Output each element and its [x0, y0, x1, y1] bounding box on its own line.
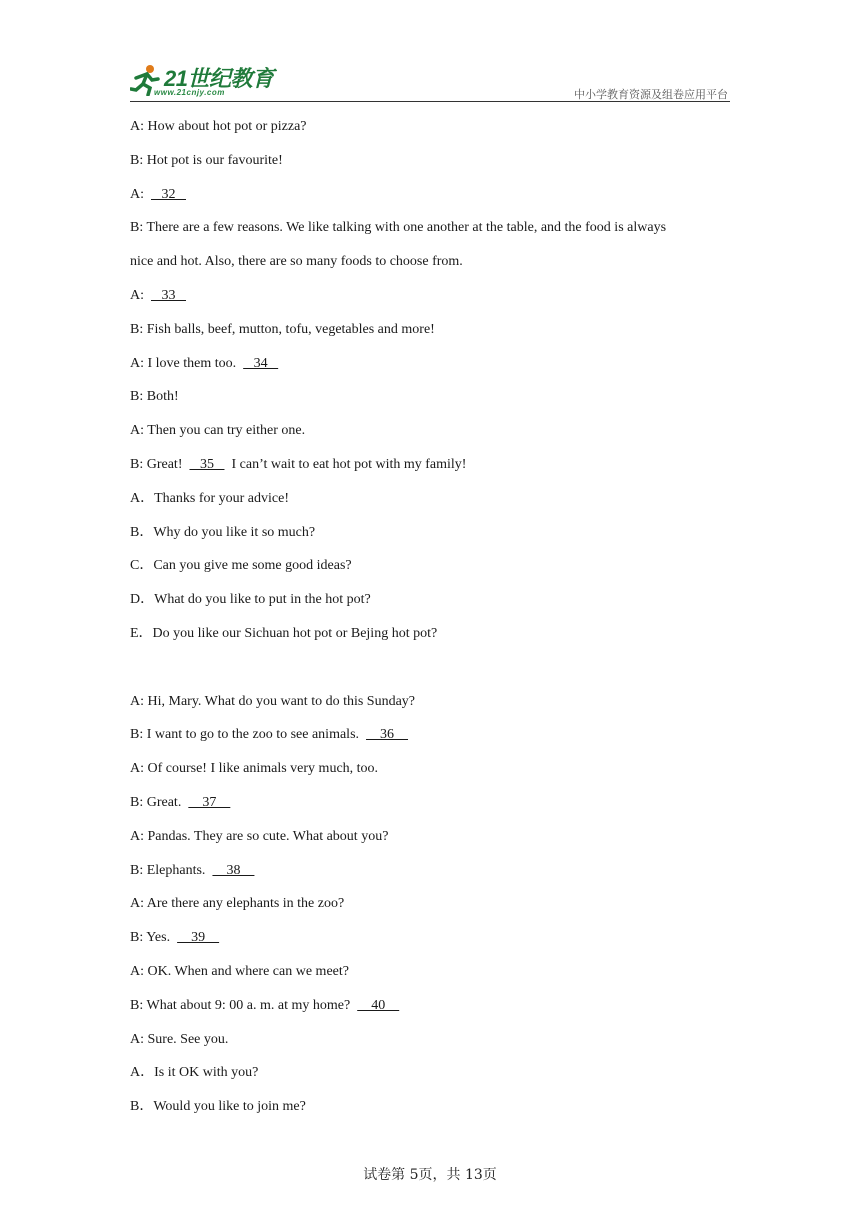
answer-blank[interactable]: 38 — [212, 862, 255, 878]
line-text: A．Is it OK with you? — [130, 1065, 259, 1081]
text-line — [130, 685, 730, 719]
text-line — [130, 1090, 730, 1124]
text-line — [130, 820, 730, 854]
line-text: B．Would you like to join me? — [130, 1099, 306, 1115]
answer-blank[interactable]: 35 — [189, 456, 225, 472]
text-line — [130, 921, 730, 955]
text-line — [130, 752, 730, 786]
dialogue-section-2 — [130, 685, 730, 1124]
dialogue-section-1 — [130, 110, 730, 651]
line-text: A: Sure. See you. — [130, 1031, 229, 1047]
line-text: B: I want to go to the zoo to see animals. — [130, 727, 367, 743]
line-text: B: Great. — [130, 794, 189, 810]
line-text: B: Hot pot is our favourite! — [130, 152, 283, 168]
text-line — [130, 313, 730, 347]
section-gap — [130, 651, 730, 685]
line-text: E．Do you like our Sichuan hot pot or Bejing hot pot? — [130, 625, 438, 641]
text-line — [130, 178, 730, 212]
line-text: A: — [130, 186, 151, 202]
line-text: A: OK. When and where can we meet? — [130, 963, 349, 979]
page-footer: 试卷第 5页，共 13页 — [363, 1167, 497, 1183]
line-text: A: How about hot pot or pizza? — [130, 119, 307, 134]
text-line — [130, 414, 730, 448]
line-text: B．Why do you like it so much? — [130, 524, 316, 540]
line-text-after: I can’t wait to eat hot pot with my family! — [224, 456, 467, 472]
text-line — [130, 786, 730, 820]
text-line — [130, 718, 730, 752]
answer-blank[interactable]: 37 — [188, 794, 231, 810]
line-text: A: Pandas. They are so cute. What about you? — [130, 828, 389, 844]
logo-text: 21世纪教育 — [164, 66, 274, 91]
answer-blank[interactable]: 33 — [151, 287, 186, 303]
header-divider — [130, 101, 730, 102]
line-text: D．What do you like to put in the hot pot? — [130, 592, 371, 608]
text-line — [130, 516, 730, 550]
line-text: B: Fish balls, beef, mutton, tofu, vegetables and more! — [130, 321, 435, 337]
text-line — [130, 989, 730, 1023]
line-text: A．Thanks for your advice! — [130, 490, 290, 506]
answer-blank[interactable]: 36 — [366, 727, 409, 743]
text-line — [130, 549, 730, 583]
answer-blank[interactable]: 32 — [151, 186, 186, 202]
line-text: A: Hi, Mary. What do you want to do this Sunday? — [130, 693, 416, 709]
line-text: B: There are a few reasons. We like talking with one another at the table, and the food is always — [130, 220, 667, 236]
text-line — [130, 887, 730, 921]
platform-label: 中小学教育资源及组卷应用平台 — [574, 88, 728, 101]
line-text: B: Both! — [130, 389, 179, 405]
text-line — [130, 110, 730, 144]
page-header — [130, 62, 730, 102]
text-line — [130, 448, 730, 482]
text-line — [130, 347, 730, 381]
line-text: A: Then you can try either one. — [130, 423, 306, 439]
answer-blank[interactable]: 39 — [177, 930, 220, 946]
text-line — [130, 583, 730, 617]
text-line — [130, 955, 730, 989]
line-text: B: Elephants. — [130, 862, 213, 878]
answer-blank[interactable]: 40 — [357, 997, 400, 1013]
text-line — [130, 482, 730, 516]
text-line — [130, 279, 730, 313]
line-text: A: — [130, 287, 151, 303]
line-text: B: Great! — [130, 456, 190, 472]
document-body — [130, 110, 730, 1124]
text-line — [130, 144, 730, 178]
site-logo — [130, 62, 274, 100]
answer-blank[interactable]: 34 — [243, 355, 279, 371]
text-line — [130, 617, 730, 651]
line-text: B: Yes. — [130, 930, 178, 946]
line-text: A: Are there any elephants in the zoo? — [130, 896, 345, 912]
text-line — [130, 1023, 730, 1057]
line-text: nice and hot. Also, there are so many foods to choose from. — [130, 254, 463, 270]
line-text: B: What about 9: 00 a. m. at my home? — [130, 997, 358, 1013]
text-line — [130, 1056, 730, 1090]
line-text: C．Can you give me some good ideas? — [130, 558, 352, 574]
text-line — [130, 245, 730, 279]
line-text: A: I love them too. — [130, 355, 244, 371]
text-line — [130, 211, 730, 245]
text-line — [130, 380, 730, 414]
text-line — [130, 854, 730, 888]
line-text: A: Of course! I like animals very much, too. — [130, 761, 379, 777]
logo-url: www.21cnjy.com — [154, 88, 225, 97]
